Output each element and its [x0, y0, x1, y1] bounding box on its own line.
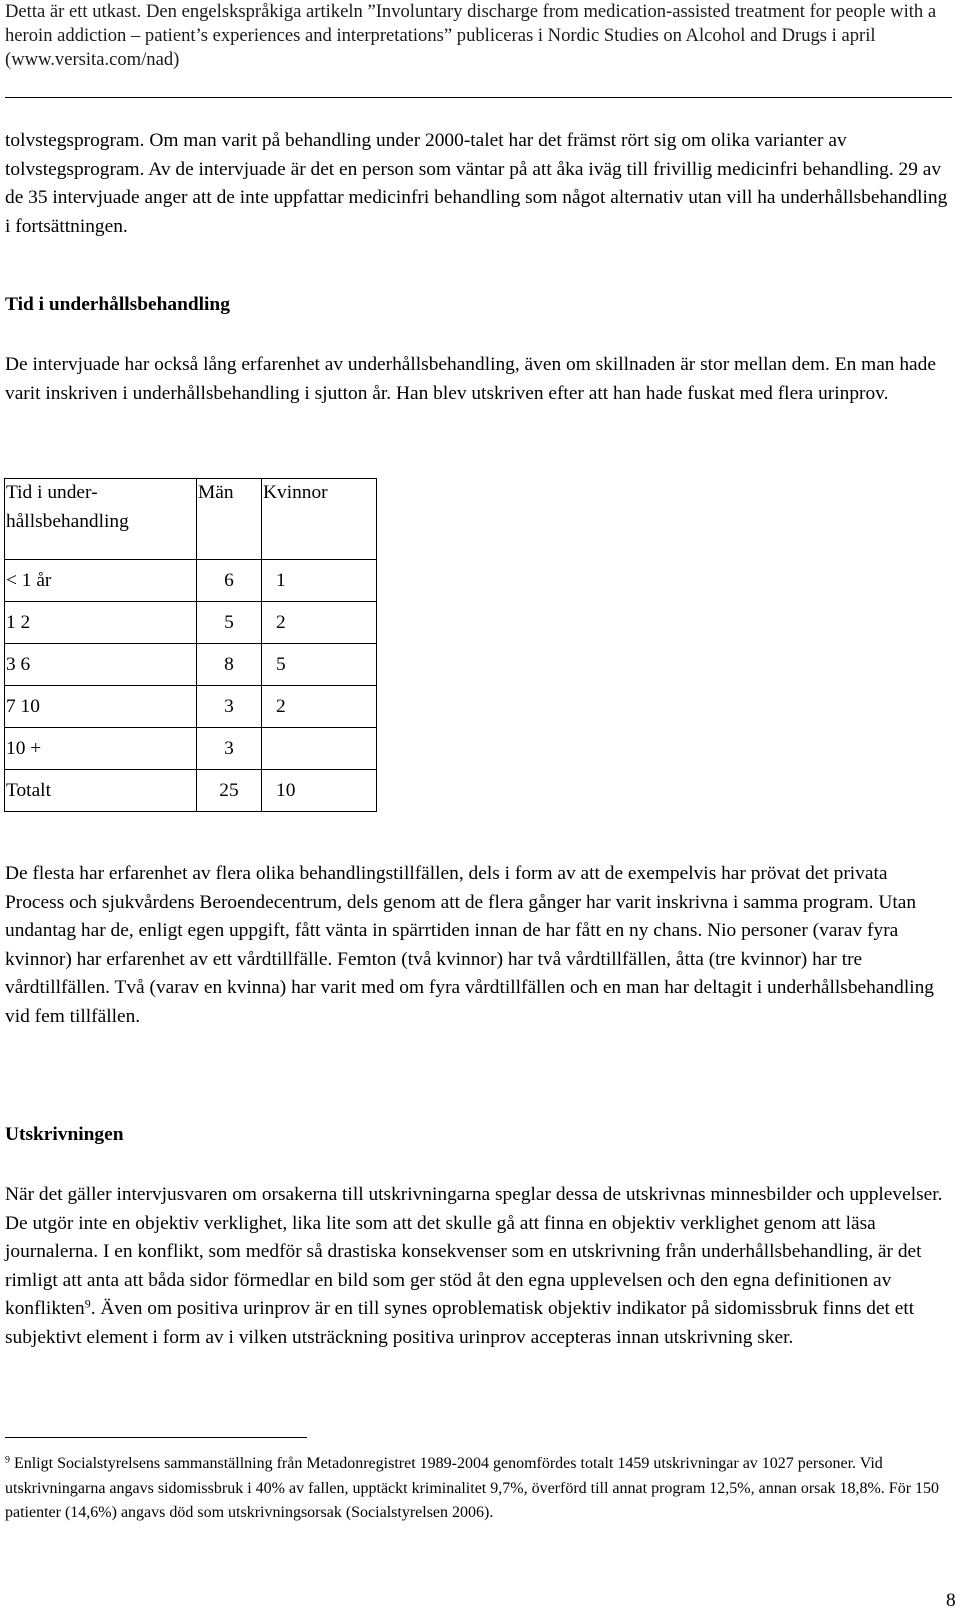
table-cell-women: 1 [262, 560, 377, 602]
discharge-text-part1: När det gäller intervjusvaren om orsakerna till utskrivningarna speglar dessa de utskrivnas minnesbilder och upplevelser. De utgör inte en objektiv verklighet, lika lite som att det skulle gå att finna en objektiv verklighet genom att läsa journalerna. I en konflikt, som medför så drastiska konsekvenser som en utskrivning från underhållsbehandling, är det rimligt att anta att båda sidor förmedlar en bild som ger stöd åt den egna upplevelsen och den egna definitionen av konflikten [5, 1184, 943, 1320]
page-number: 8 [946, 1590, 956, 1611]
table-cell-women: 10 [262, 770, 377, 812]
table-row [5, 644, 377, 686]
table-row-total [5, 770, 377, 812]
table-cell-women: 2 [262, 686, 377, 728]
table-header-row [5, 479, 377, 560]
header-duration-line1: Tid i under- [6, 482, 98, 503]
paragraph-discharge [5, 1181, 950, 1353]
table-cell-duration: 3 6 [5, 644, 197, 686]
table-cell-duration: 10 + [5, 728, 197, 770]
table-header-duration [5, 479, 197, 560]
table-cell-duration: 1 2 [5, 602, 197, 644]
table-cell-duration: < 1 år [5, 560, 197, 602]
footnote-number: 9 [5, 1454, 10, 1466]
footnote-reference[interactable]: 9 [84, 1296, 91, 1311]
table-cell-men: 3 [197, 686, 262, 728]
paragraph-treatment-experience: De intervjuade har också lång erfarenhet av underhållsbehandling, även om skillnaden är stor mellan dem. En man hade varit inskriven i underhållsbehandling i sjutton år. Han blev utskriven efter att han hade fuskat med flera urinprov. [5, 354, 936, 404]
table-cell-women: 5 [262, 644, 377, 686]
discharge-text-part2: . Även om positiva urinprov är en till synes oproblematisk objektiv indikator på sidomissbruk finns det ett subjektivt element i form av i vilken utsträckning positiva urinprov accepteras innan utskrivning sker. [5, 1298, 915, 1348]
table-header-men: Män [197, 479, 262, 560]
table-cell-men: 5 [197, 602, 262, 644]
table-cell-men: 3 [197, 728, 262, 770]
table-row [5, 602, 377, 644]
table-row [5, 686, 377, 728]
table-cell-men: 8 [197, 644, 262, 686]
paragraph-treatment-episodes: De flesta har erfarenhet av flera olika behandlingstillfällen, dels i form av att de exempelvis har prövat det privata Process och sjukvårdens Beroendecentrum, dels genom att de flera gånger har varit inskrivna i samma program. Utan undantag har de, enligt egen uppgift, fått vänta in spärrtiden innan de har fått en ny chans. Nio personer (varav fyra kvinnor) har erfarenhet av ett vårdtillfälle. Femton (två kvinnor) har två vårdtillfällen, åtta (tre kvinnor) har tre vårdtillfällen. Två (varav en kvinna) har varit med om fyra vårdtillfällen och en man har deltagit i underhållsbehandling vid fem tillfällen. [5, 863, 934, 1027]
table-cell-women [262, 728, 377, 770]
table-header-women: Kvinnor [262, 479, 377, 560]
header-duration-line2: hållsbehandling [6, 510, 129, 532]
table-cell-men: 25 [197, 770, 262, 812]
section-heading-time-in-treatment: Tid i underhållsbehandling [5, 294, 230, 315]
paragraph-twelve-step: tolvstegsprogram. Om man varit på behandling under 2000-talet har det främst rört sig om olika varianter av tolvstegsprogram. Av de intervjuade är det en person som väntar på att åka iväg till frivillig medicinfri behandling. 29 av de 35 intervjuade anger att de inte uppfattar medicinfri behandling som något alternativ utan vill ha underhållsbehandling i fortsättningen. [5, 130, 948, 237]
footnote-divider [5, 1437, 307, 1438]
table-cell-duration: 7 10 [5, 686, 197, 728]
treatment-duration-table [4, 478, 377, 812]
table-row [5, 728, 377, 770]
header-divider [5, 97, 952, 98]
table-cell-women: 2 [262, 602, 377, 644]
table-row [5, 560, 377, 602]
footnote-text: Enligt Socialstyrelsens sammanställning från Metadonregistret 1989-2004 genomfördes totalt 1459 utskrivningar av 1027 personer. Vid utskrivningarna angavs sidomissbruk i 40% av fallen, upptäckt kriminalitet 9,7%, överförd till annat program 12,5%, annan orsak 18,8%. För 150 patienter (14,6%) angavs död som utskrivningsorsak (Socialstyrelsen 2006). [5, 1455, 940, 1521]
draft-notice: Detta är ett utkast. Den engelskspråkiga artikeln ”Involuntary discharge from medication-assisted treatment for people with a heroin addiction – patient’s experiences and interpretations” publiceras i Nordic Studies on Alcohol and Drugs i april (www.versita.com/nad) [5, 1, 937, 70]
section-heading-discharge: Utskrivningen [5, 1124, 124, 1145]
footnote [5, 1452, 940, 1526]
table-cell-duration: Totalt [5, 770, 197, 812]
table-cell-men: 6 [197, 560, 262, 602]
